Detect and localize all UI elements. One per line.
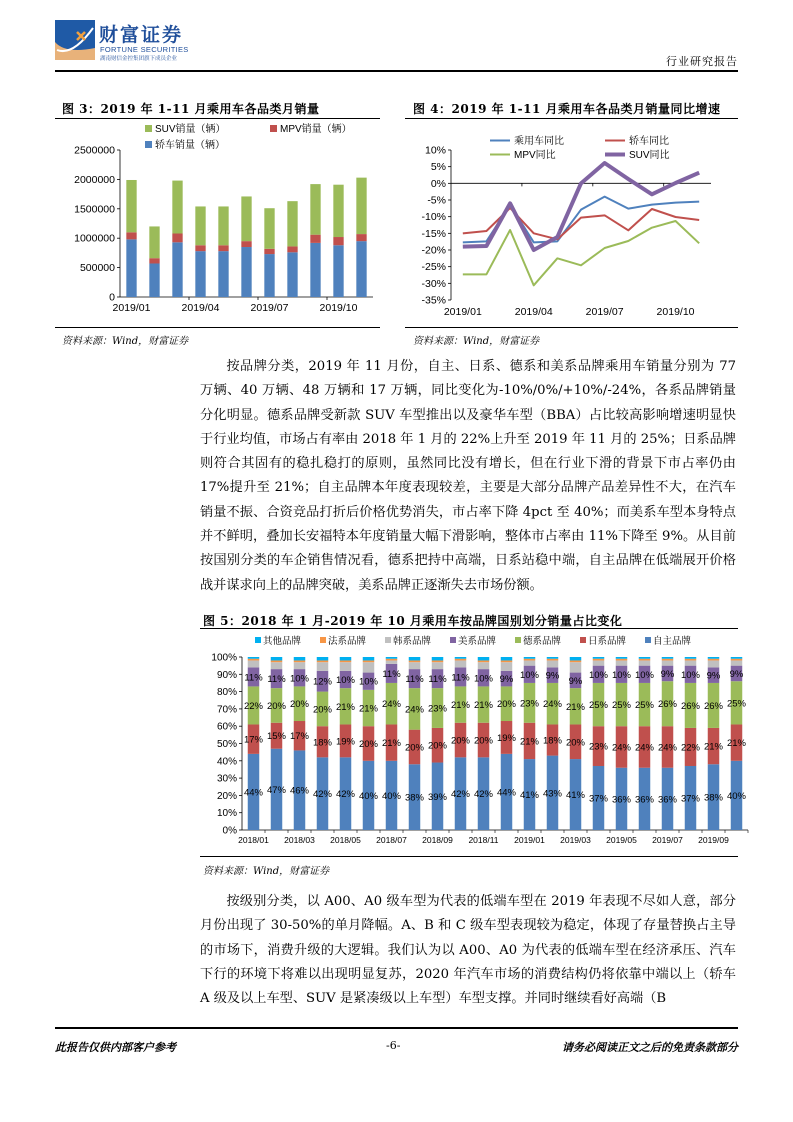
bar-segment	[708, 657, 720, 659]
legend-label: 乘用车同比	[514, 136, 564, 147]
bar-segment	[287, 252, 297, 297]
figure-4-source: 资料来源：Wind，财富证券	[413, 336, 540, 347]
figure-3-bottom-rule	[55, 327, 380, 328]
bar-segment	[570, 660, 582, 662]
y-tick-label: 100%	[211, 652, 237, 664]
data-label: 24%	[611, 742, 632, 754]
y-tick-label: 90%	[216, 669, 237, 681]
bar-segment	[593, 659, 605, 661]
logo-en-text: FORTUNE SECURITIES	[100, 45, 189, 54]
logo-subtitle: 湖南财信金控集团旗下成员企业	[100, 56, 178, 62]
bar-segment	[731, 660, 743, 665]
footer-disclaimer-right: 请务必阅读正文之后的免责条款部分	[562, 1041, 738, 1054]
bar-segment	[639, 660, 651, 665]
x-tick-label: 2019/05	[606, 835, 637, 845]
bar-segment	[294, 662, 306, 669]
bar-segment	[126, 232, 136, 239]
data-label: 20%	[473, 735, 494, 747]
bar-segment	[524, 659, 536, 661]
bar-segment	[501, 660, 513, 662]
data-label: 38%	[404, 792, 425, 804]
bar-segment	[172, 233, 182, 242]
data-label: 19%	[335, 736, 356, 748]
bar-segment	[356, 241, 366, 297]
bar-segment	[241, 241, 251, 247]
bar-segment	[547, 660, 559, 667]
data-label: 43%	[542, 788, 563, 800]
y-tick-label: -35%	[421, 294, 446, 307]
legend-label: 韩系品牌	[393, 636, 432, 647]
data-label: 17%	[289, 731, 310, 743]
y-tick-label: 2000000	[74, 173, 115, 186]
data-label: 9%	[729, 668, 744, 680]
data-label: 36%	[611, 794, 632, 806]
bar-segment	[593, 657, 605, 659]
x-tick-label: 2019/03	[560, 835, 591, 845]
bar-segment	[386, 660, 398, 663]
report-type: 行业研究报告	[666, 55, 738, 68]
data-label: 21%	[726, 738, 747, 750]
figure-4-top-rule	[405, 118, 738, 119]
bar-segment	[317, 657, 329, 660]
legend-label: MPV同比	[514, 150, 556, 161]
y-tick-label: 500000	[79, 262, 115, 275]
bar-segment	[478, 662, 490, 669]
bar-segment	[126, 180, 136, 232]
legend-label: 轿车销量（辆）	[155, 140, 225, 151]
bar-segment	[708, 660, 720, 667]
bar-segment	[363, 660, 375, 662]
bar-segment	[271, 660, 283, 662]
bar-segment	[685, 657, 697, 659]
y-tick-label: -30%	[421, 277, 446, 290]
data-label: 21%	[519, 736, 540, 748]
y-tick-label: 30%	[216, 773, 237, 785]
data-label: 11%	[451, 672, 470, 684]
bar-segment	[731, 659, 743, 661]
bar-segment	[616, 657, 628, 659]
y-tick-label: 1500000	[74, 203, 115, 216]
y-tick-label: 70%	[216, 704, 237, 716]
bar-segment	[455, 657, 467, 659]
bar-segment	[218, 245, 228, 251]
data-label: 42%	[473, 789, 494, 801]
data-label: 44%	[496, 787, 517, 799]
x-tick-label: 2019/10	[656, 306, 695, 318]
bar-segment	[731, 657, 743, 659]
legend-label: 法系品牌	[328, 636, 367, 647]
data-label: 26%	[680, 700, 701, 712]
data-label: 21%	[358, 703, 379, 715]
y-tick-label: 5%	[430, 161, 446, 174]
x-tick-label: 2019/07	[585, 306, 624, 318]
figure-3-top-rule	[55, 118, 380, 119]
bar-segment	[310, 184, 320, 235]
legend-label: 德系品牌	[523, 636, 562, 647]
bar-segment	[264, 249, 274, 254]
data-label: 40%	[358, 790, 379, 802]
data-label: 36%	[657, 794, 678, 806]
data-label: 20%	[427, 740, 448, 752]
bar-segment	[333, 245, 343, 297]
data-label: 24%	[404, 704, 425, 716]
y-tick-label: -25%	[421, 261, 446, 274]
data-label: 10%	[473, 673, 494, 685]
bar-segment	[172, 242, 182, 297]
data-label: 12%	[312, 676, 333, 688]
legend-label: 轿车同比	[629, 136, 669, 147]
bar-segment	[363, 657, 375, 660]
data-label: 10%	[335, 674, 356, 686]
y-tick-label: 0%	[430, 177, 446, 190]
bar-segment	[478, 657, 490, 660]
bar-segment	[195, 245, 205, 251]
legend-label: 日系品牌	[588, 636, 627, 647]
data-label: 10%	[680, 669, 701, 681]
data-label: 42%	[450, 789, 471, 801]
bar-segment	[310, 235, 320, 243]
bar-segment	[547, 657, 559, 659]
data-label: 36%	[634, 794, 655, 806]
bar-segment	[501, 657, 513, 660]
data-label: 22%	[680, 742, 701, 754]
data-label: 25%	[726, 698, 747, 710]
data-label: 25%	[611, 700, 632, 712]
data-label: 40%	[381, 790, 402, 802]
figure-5-chart	[200, 630, 760, 855]
data-label: 23%	[588, 741, 609, 753]
data-label: 10%	[588, 669, 609, 681]
data-label: 9%	[499, 674, 514, 686]
figure-5-source: 资料来源：Wind，财富证券	[203, 866, 330, 877]
data-label: 20%	[312, 704, 333, 716]
bar-segment	[386, 659, 398, 661]
body-paragraph-brand: 按品牌分类，2019 年 11 月份，自主、日系、德系和美系品牌乘用车销量分别为 77 万辆、40 万辆、48 万辆和 17 万辆，同比变化为-10%/0%/+10%/-24%，各系品牌销量分化明显。德系品牌受新款 SUV 车型推出以及豪华车型（BBA）占比较高影响增速明显快于行业均值，市场占有率由 2018 年 1 月的 22%上升至 2019 年 11 月的 25%；日系品牌则符合其固有的稳扎稳打的原则，虽然同比没有增长，但在行业下滑的背景下市占率仍由 17%提升至 21%；自主品牌本年度表现较差，主要是大部分品牌产品差异性不大，在汽车销量不振、合资竞品打折后价格优势消失，市占率下降 4pct 至 40%；而美系车型本身特点并不鲜明，叠加长安福特本年度销量大幅下滑影响，整体市占率由 11%下降至 9%。从目前按国别分类的车企销售情况看，德系把持中高端，日系站稳中端，自主品牌在低端展开价格战并谋求向上的品牌突破，美系品牌正逐渐失去市场份额。	[200, 359, 736, 593]
bar-segment	[356, 234, 366, 241]
x-tick-label: 2019/01	[112, 302, 151, 314]
data-label: 17%	[243, 734, 264, 746]
data-label: 21%	[565, 701, 586, 713]
x-tick-label: 2018/11	[468, 835, 499, 845]
data-label: 10%	[634, 669, 655, 681]
bar-segment	[616, 660, 628, 665]
data-label: 24%	[657, 742, 678, 754]
data-label: 21%	[473, 700, 494, 712]
data-label: 21%	[703, 741, 724, 753]
data-label: 10%	[358, 676, 379, 688]
bar-segment	[287, 246, 297, 252]
data-label: 42%	[312, 789, 333, 801]
body-paragraph-segment: 按级别分类，以 A00、A0 级车型为代表的低端车型在 2019 年表现不尽如人意，部分月份出现了 30-50%的单月降幅。A、B 和 C 级车型表现较为稳定，体现了存量替换占主导的市场下，消费升级的大逻辑。我们认为以 A00、A0 为代表的低端车型在经济承压、汽车下行的环境下将难以出现明显复苏，2020 年汽车市场的消费结构仍将依靠中端以上（轿车 A 级及以上车型、SUV 是紧凑级以上车型）车型支撑。并同时继续看好高端（B	[200, 894, 736, 1007]
bar-segment	[409, 660, 421, 662]
legend-label: 美系品牌	[458, 636, 497, 647]
bar-segment	[356, 178, 366, 234]
y-tick-label: 50%	[216, 739, 237, 750]
bar-segment	[363, 662, 375, 672]
bar-segment	[685, 660, 697, 665]
bar-segment	[432, 662, 444, 669]
bar-segment	[570, 657, 582, 660]
data-label: 25%	[634, 700, 655, 712]
bar-segment	[593, 660, 605, 665]
y-tick-label: -10%	[421, 211, 446, 224]
x-tick-label: 2019/01	[514, 835, 545, 845]
bar-segment	[241, 247, 251, 297]
y-tick-label: 1000000	[74, 232, 115, 245]
data-label: 24%	[542, 699, 563, 711]
line-series	[463, 221, 699, 285]
page-number: -6-	[386, 1039, 401, 1052]
bar-segment	[294, 657, 306, 660]
footer-divider	[55, 1027, 738, 1029]
data-label: 9%	[660, 668, 675, 680]
x-tick-label: 2018/09	[422, 835, 453, 845]
bar-segment	[310, 243, 320, 297]
x-tick-label: 2018/01	[238, 835, 269, 845]
bar-segment	[455, 659, 467, 661]
bar-segment	[409, 657, 421, 660]
figure-4-chart	[405, 120, 738, 320]
bar-segment	[248, 660, 260, 667]
data-label: 10%	[519, 669, 540, 681]
data-label: 37%	[588, 793, 609, 805]
bar-segment	[271, 662, 283, 669]
data-label: 21%	[381, 738, 402, 750]
legend-label: 其他品牌	[263, 636, 302, 647]
data-label: 18%	[312, 737, 333, 749]
figure-5-top-rule	[200, 628, 738, 629]
data-label: 20%	[404, 742, 425, 754]
data-label: 20%	[266, 700, 287, 712]
figure-3-chart	[55, 120, 380, 320]
bar-segment	[570, 662, 582, 672]
bar-segment	[317, 660, 329, 662]
y-tick-label: 60%	[216, 721, 237, 733]
data-label: 20%	[289, 699, 310, 711]
figure-4-title: 图 4：2019 年 1-11 月乘用车各品类月销量同比增速	[413, 102, 721, 116]
data-label: 10%	[289, 673, 310, 685]
x-tick-label: 2019/07	[250, 302, 289, 314]
figure-3-title: 图 3：2019 年 1-11 月乘用车各品类月销量	[62, 102, 320, 116]
bar-segment	[264, 254, 274, 297]
bar-segment	[432, 657, 444, 660]
y-tick-label: 80%	[216, 687, 237, 699]
data-label: 11%	[244, 672, 263, 684]
company-logo	[55, 20, 255, 65]
bar-segment	[218, 206, 228, 245]
bar-segment	[333, 237, 343, 245]
x-tick-label: 2019/10	[319, 302, 358, 314]
bar-segment	[662, 659, 674, 661]
y-tick-label: -5%	[427, 194, 446, 207]
data-label: 40%	[726, 790, 747, 802]
y-tick-label: -20%	[421, 244, 446, 257]
legend-label: SUV销量（辆）	[155, 124, 226, 135]
bar-segment	[340, 660, 352, 662]
bar-segment	[478, 660, 490, 662]
logo-cn-text: 财富证券	[99, 24, 184, 46]
data-label: 21%	[450, 700, 471, 712]
bar-segment	[195, 206, 205, 245]
data-label: 24%	[634, 742, 655, 754]
x-tick-label: 2019/01	[443, 306, 482, 318]
bar-segment	[317, 662, 329, 671]
bar-segment	[386, 657, 398, 659]
bar-segment	[333, 185, 343, 237]
legend-label: 自主品牌	[653, 636, 692, 647]
figure-3-source: 资料来源：Wind，财富证券	[62, 336, 189, 347]
y-tick-label: 0%	[222, 825, 237, 837]
data-label: 9%	[706, 670, 721, 682]
header-divider	[55, 70, 738, 72]
data-label: 11%	[405, 674, 424, 686]
bar-segment	[616, 659, 628, 661]
bar-segment	[639, 659, 651, 661]
x-tick-label: 2018/07	[376, 835, 407, 845]
data-label: 26%	[657, 699, 678, 711]
data-label: 10%	[611, 669, 632, 681]
bar-segment	[524, 657, 536, 659]
data-label: 46%	[289, 785, 310, 797]
data-label: 41%	[519, 790, 540, 802]
bar-segment	[685, 659, 697, 661]
data-label: 41%	[565, 790, 586, 802]
data-label: 39%	[427, 791, 448, 803]
figure-5-bottom-rule	[200, 856, 738, 857]
data-label: 19%	[496, 732, 517, 744]
data-label: 38%	[703, 792, 724, 804]
bar-segment	[241, 196, 251, 241]
data-label: 42%	[335, 789, 356, 801]
bar-segment	[547, 659, 559, 661]
bar-segment	[248, 659, 260, 661]
data-label: 9%	[568, 675, 583, 687]
data-label: 20%	[565, 737, 586, 749]
y-tick-label: 10%	[424, 144, 446, 157]
bar-segment	[248, 657, 260, 659]
line-series	[463, 163, 699, 250]
data-label: 23%	[519, 698, 540, 710]
bar-segment	[455, 660, 467, 667]
data-label: 37%	[680, 793, 701, 805]
figure-5-title: 图 5：2018 年 1 月-2019 年 10 月乘用车按品牌国别划分销量占比变化	[203, 614, 623, 628]
y-tick-label: 20%	[216, 790, 237, 802]
footer-disclaimer-left: 此报告仅供内部客户参考	[55, 1041, 176, 1054]
legend-label: SUV同比	[629, 150, 670, 161]
figure-4-bottom-rule	[405, 327, 738, 328]
bar-segment	[294, 660, 306, 662]
data-label: 11%	[382, 668, 401, 680]
legend-label: MPV销量（辆）	[280, 124, 352, 135]
data-label: 11%	[428, 674, 447, 686]
bar-segment	[524, 660, 536, 665]
data-label: 44%	[243, 787, 264, 799]
bar-segment	[149, 263, 159, 297]
bar-segment	[149, 226, 159, 258]
logo-emblem-icon	[55, 20, 95, 60]
bar-segment	[287, 201, 297, 246]
data-label: 20%	[358, 739, 379, 750]
data-label: 21%	[335, 701, 356, 713]
data-label: 11%	[267, 674, 286, 686]
bar-segment	[340, 662, 352, 671]
bar-segment	[271, 657, 283, 660]
y-tick-label: 0	[109, 291, 115, 304]
y-tick-label: 40%	[216, 756, 237, 768]
x-tick-label: 2019/07	[652, 835, 683, 845]
bar-segment	[432, 660, 444, 662]
bar-segment	[501, 662, 513, 671]
bar-segment	[195, 251, 205, 297]
bar-segment	[126, 239, 136, 297]
y-tick-label: 10%	[216, 808, 237, 820]
data-label: 20%	[450, 735, 471, 747]
data-label: 26%	[703, 700, 724, 712]
data-label: 22%	[243, 700, 264, 712]
bar-segment	[218, 251, 228, 297]
bar-segment	[172, 181, 182, 234]
y-tick-label: 2500000	[74, 144, 115, 157]
bar-segment	[662, 660, 674, 665]
bar-segment	[662, 657, 674, 659]
x-tick-label: 2019/04	[514, 306, 553, 318]
data-label: 24%	[381, 699, 402, 711]
data-label: 15%	[266, 731, 287, 743]
bar-segment	[409, 662, 421, 669]
x-tick-label: 2018/03	[284, 835, 315, 845]
data-label: 47%	[266, 784, 287, 796]
bar-segment	[708, 659, 720, 661]
bar-segment	[639, 657, 651, 659]
x-tick-label: 2018/05	[330, 835, 361, 845]
x-tick-label: 2019/04	[181, 302, 220, 314]
data-label: 18%	[542, 735, 563, 747]
bar-segment	[149, 258, 159, 263]
bar-segment	[264, 208, 274, 249]
x-tick-label: 2019/09	[698, 835, 729, 845]
data-label: 20%	[496, 699, 517, 711]
bar-segment	[340, 657, 352, 660]
data-label: 25%	[588, 700, 609, 712]
data-label: 23%	[427, 703, 448, 715]
data-label: 9%	[545, 670, 560, 682]
y-tick-label: -15%	[421, 227, 446, 240]
